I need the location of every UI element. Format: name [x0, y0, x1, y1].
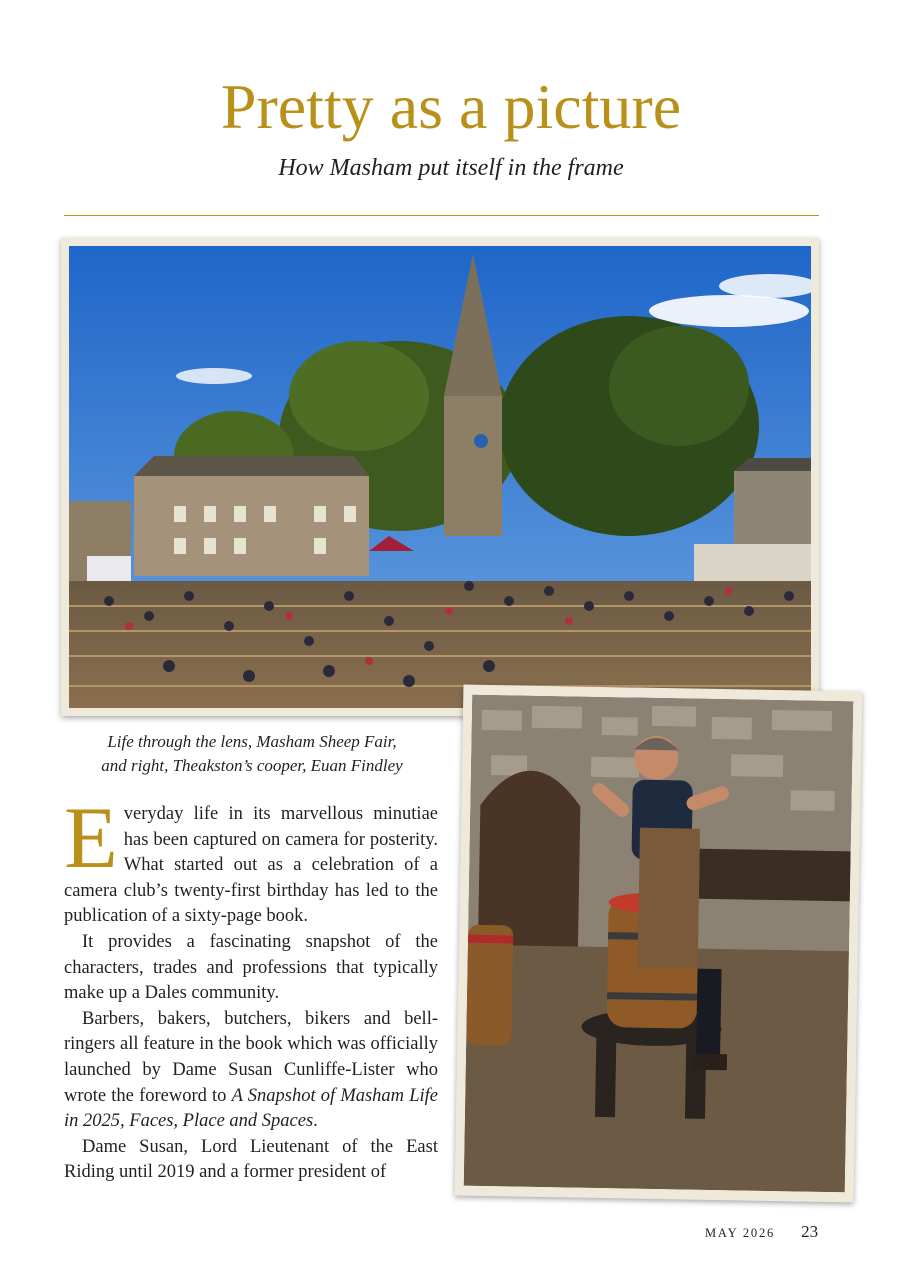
paragraph-3-text: Barbers, bakers, butchers, bikers and bell-ringers all feature in the book which was officially launched by Dame Susan Cunliffe-Lister who wrote the foreword to	[64, 1008, 438, 1106]
cooper-photo	[455, 685, 863, 1203]
article-title: Pretty as a picture	[220, 71, 682, 142]
page-folio	[705, 1222, 818, 1242]
caption-line-2: and right, Theakston’s cooper, Euan Findley	[101, 756, 403, 775]
sheep-fair-photo	[61, 238, 819, 716]
paragraph-1-text: veryday life in its marvellous minutiae has been captured on camera for posterity. What started out as a celebration of a camera club’s twenty-first birthday has led to the publication of a sixty-page book.	[64, 804, 438, 927]
cooper-image	[464, 695, 854, 1193]
book-title: A Snapshot of Masham Life in 2025, Faces, Place and Spaces	[64, 1085, 438, 1132]
drop-cap: E	[64, 790, 118, 887]
sheep-fair-image	[69, 246, 811, 708]
article-body	[64, 790, 438, 1186]
paragraph-3	[64, 1007, 438, 1135]
paragraph-4: Dame Susan, Lord Lieutenant of the East Riding until 2019 and a former president of	[64, 1136, 438, 1183]
caption-line-1: Life through the lens, Masham Sheep Fair,	[107, 732, 397, 751]
article-subtitle: How Masham put itself in the frame	[278, 155, 624, 181]
paragraph-1	[64, 790, 438, 930]
title-divider	[64, 215, 819, 216]
issue-date: MAY 2026	[705, 1226, 776, 1240]
photo-caption	[62, 730, 442, 778]
paragraph-3-end: .	[313, 1111, 318, 1132]
paragraph-2: It provides a fascinating snapshot of the characters, trades and professions that typically make up a Dales community.	[64, 931, 438, 1004]
page-number: 23	[801, 1222, 819, 1241]
